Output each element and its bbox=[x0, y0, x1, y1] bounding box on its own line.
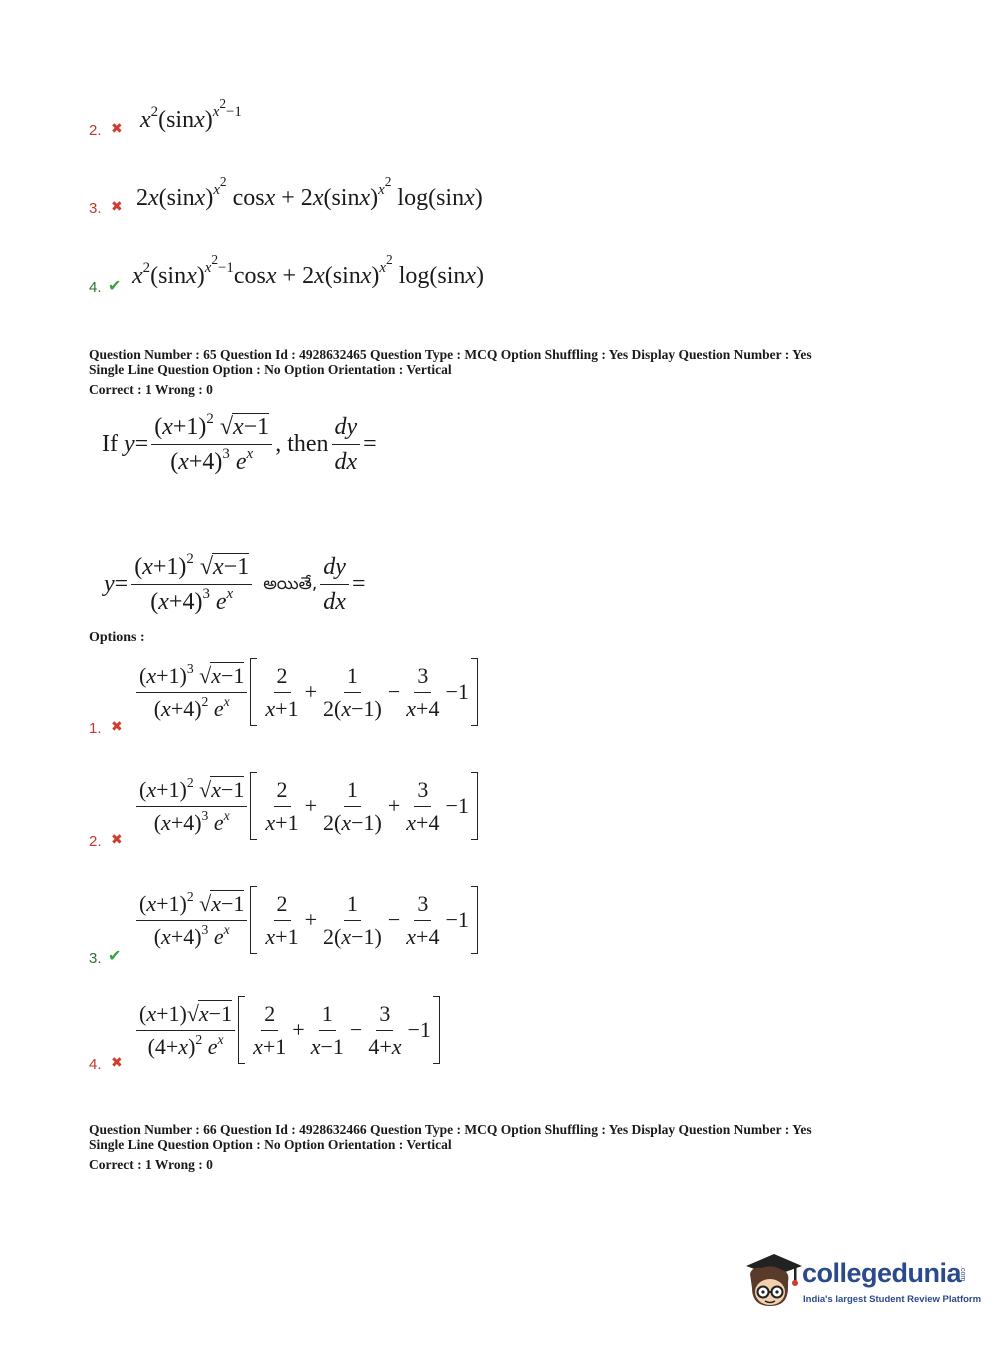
options-label: Options : bbox=[89, 630, 145, 645]
wrong-mark-icon: ✖ bbox=[111, 121, 123, 137]
question-telugu: y = $\frac{(x+1)^2 √x-1}{(x+4)^3 e^x}$ అయితే, $\frac{dy}{dx}$ = bbox=[104, 550, 366, 615]
question-meta-line: Single Line Question Option : No Option Orientation : Vertical bbox=[89, 1137, 452, 1152]
prev-option-3-formula: $2x(\sin x)^{x^2}$ $\cos x + 2x(\sin x)^{x^2}$ log(sinx) bbox=[136, 174, 483, 212]
option-number: 1. bbox=[89, 720, 102, 737]
collegedunia-logo bbox=[742, 1248, 982, 1318]
question-meta-line: Question Number : 66 Question Id : 4928632466 Question Type : MCQ Option Shuffling : Yes Display Question Number : Yes bbox=[89, 1122, 812, 1137]
option-number: 2. bbox=[89, 833, 102, 850]
option-2-formula: $\frac{(x+1)^2 √x-1}{(x+4)^3 e^x}$ $\frac{2}{x+1}$ + $\frac{1}{2(x-1)}$ + $\frac{3}{x+4}$ −1 bbox=[133, 768, 478, 844]
wrong-mark-icon: ✖ bbox=[111, 199, 123, 215]
wrong-mark-icon: ✖ bbox=[111, 832, 123, 848]
telugu-word: అయితే, bbox=[263, 573, 318, 594]
question-meta-line: Correct : 1 Wrong : 0 bbox=[89, 382, 213, 397]
option-number: 3. bbox=[89, 950, 102, 967]
option-number: 3. bbox=[89, 200, 102, 217]
correct-check-icon: ✔ bbox=[108, 946, 122, 965]
prev-option-4-formula: $x^2(\sin x)^{x^2-1}\cos x + 2x(\sin x)^{x^2}$ log(sinx) bbox=[132, 252, 485, 290]
option-number: 4. bbox=[89, 1056, 102, 1073]
option-number: 2. bbox=[89, 122, 102, 139]
option-4-formula: $\frac{(x+1)√x-1}{(4+x)^2 e^x}$ $\frac{2}{x+1}$ + $\frac{1}{x-1}$ − $\frac{3}{4+x}$ −1 bbox=[133, 994, 440, 1066]
logo-suffix: .com bbox=[959, 1266, 966, 1282]
option-3-formula: $\frac{(x+1)^2 √x-1}{(x+4)^3 e^x}$ $\frac{2}{x+1}$ + $\frac{1}{2(x-1)}$ − $\frac{3}{x+4}$ −1 bbox=[133, 882, 478, 958]
prev-option-2-formula: $x^2(\sin x)^{x^2-1}$ bbox=[140, 96, 242, 134]
option-1-formula: $\frac{(x+1)^3 √x-1}{(x+4)^2 e^x}$ $\frac{2}{x+1}$ + $\frac{1}{2(x-1)}$ − $\frac{3}{x+4}$ −1 bbox=[133, 654, 478, 730]
question-meta-line: Question Number : 65 Question Id : 4928632465 Question Type : MCQ Option Shuffling : Yes Display Question Number : Yes bbox=[89, 347, 812, 362]
if-word: If bbox=[102, 431, 118, 457]
wrong-mark-icon: ✖ bbox=[111, 719, 123, 735]
wrong-mark-icon: ✖ bbox=[111, 1055, 123, 1071]
then-word: , then bbox=[275, 431, 329, 457]
option-number: 4. bbox=[89, 279, 102, 296]
correct-check-icon: ✔ bbox=[108, 276, 122, 295]
logo-name: collegedunia bbox=[802, 1258, 962, 1288]
question-meta-line: Single Line Question Option : No Option Orientation : Vertical bbox=[89, 362, 452, 377]
logo-tagline: India's largest Student Review Platform bbox=[803, 1294, 982, 1305]
mascot-icon bbox=[742, 1248, 804, 1318]
question-english: If y = $\frac{(x+1)^2 √x-1}{(x+4)^3 e^x}$ , then $\frac{dy}{dx}$ = bbox=[102, 410, 377, 475]
question-meta-line: Correct : 1 Wrong : 0 bbox=[89, 1157, 213, 1172]
